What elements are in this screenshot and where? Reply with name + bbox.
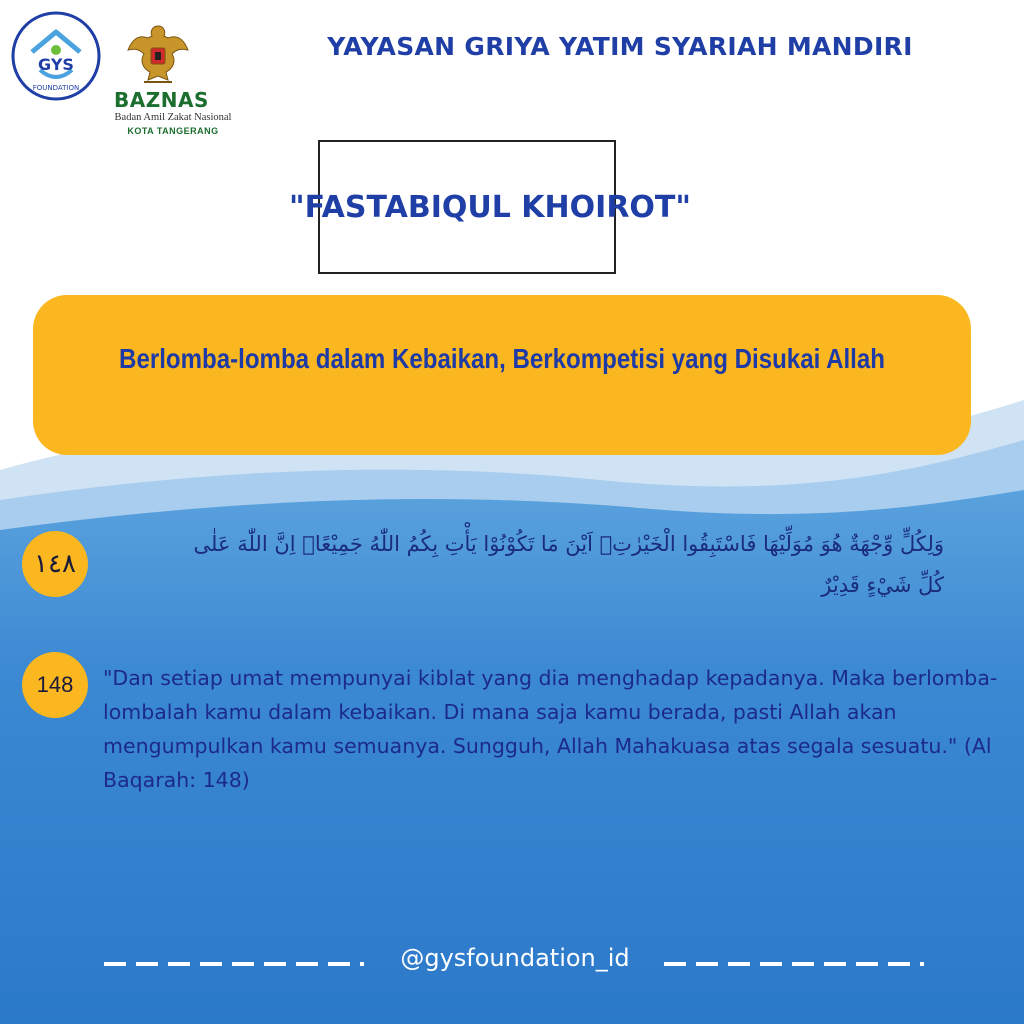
garuda-emblem-icon bbox=[126, 20, 190, 86]
footer-dashed-line-right bbox=[664, 962, 924, 966]
footer-dashed-line-left bbox=[104, 962, 364, 966]
gys-logo-text: GYS bbox=[38, 55, 74, 74]
arabic-verse-text: وَلِكُلٍّ وِّجْهَةٌ هُوَ مُوَلِّيْهَا فَاسْتَبِقُوا الْخَيْرٰتِۗ اَيْنَ مَا تَكُوْنُوْا يَأْتِ بِكُمُ اللّٰهُ جَمِيْعًاۗ اِنَّ اللّٰهَ عَلٰى كُلِّ شَيْءٍ قَدِيْرٌ bbox=[193, 532, 944, 597]
baznas-name: BAZNAS bbox=[114, 88, 209, 112]
baznas-city: KOTA TANGERANG bbox=[127, 126, 219, 136]
banner-text: Berlomba-lomba dalam Kebaikan, Berkompetisi yang Disukai Allah bbox=[119, 343, 885, 374]
verse-number-badge: 148 bbox=[22, 652, 88, 718]
gys-logo-sub: FOUNDATION bbox=[32, 84, 80, 92]
verse-translation: "Dan setiap umat mempunyai kiblat yang dia menghadap kepadanya. Maka berlomba-lombalah kamu dalam kebaikan. Di mana saja kamu berada, pasti Allah akan mengumpulkan kamu semuanya. Sungguh, Allah Mahakuasa atas segala sesuatu." (Al Baqarah: 148) bbox=[103, 666, 998, 792]
subtitle-banner bbox=[33, 295, 971, 455]
social-handle: @gysfoundation_id bbox=[400, 944, 630, 972]
foundation-title: YAYASAN GRIYA YATIM SYARIAH MANDIRI bbox=[327, 32, 913, 61]
baznas-logo bbox=[88, 20, 258, 140]
arabic-verse-number-badge: ١٤٨ bbox=[22, 531, 88, 597]
main-title: "FASTABIQUL KHOIROT" bbox=[288, 190, 692, 225]
baznas-subtitle: Badan Amil Zakat Nasional bbox=[114, 112, 232, 123]
